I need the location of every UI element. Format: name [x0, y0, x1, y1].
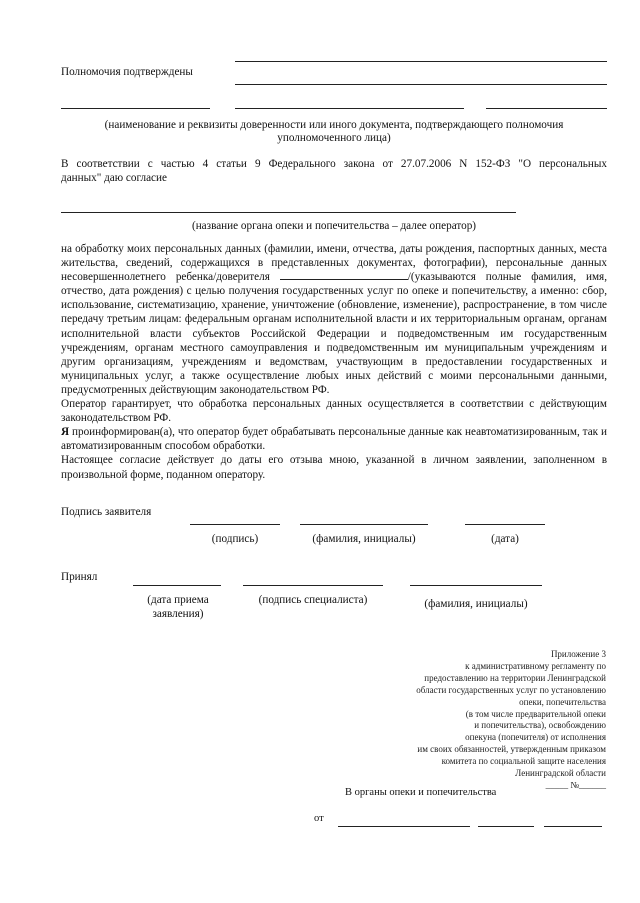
- consent-body: [61, 242, 607, 482]
- signature-caption: (подпись): [211, 533, 259, 545]
- powers-doc-line-3b[interactable]: [235, 108, 464, 109]
- doc-caption-line-2: уполномоченного лица): [277, 132, 391, 144]
- appendix-line: области государственных услуг по установлению: [416, 684, 606, 695]
- consent-scope-text-a: на обработку моих персональных данных (фамилии, имени, отчества, даты рождения, паспортных данных, места жительства, сведений, содержащихся в представленных документах, фотографии), персональные данных несовершеннолетнего ребенка/доверителя: [61, 243, 607, 284]
- date-caption: (дата): [491, 533, 519, 545]
- applicant-name-line[interactable]: [300, 524, 428, 525]
- powers-confirmed-label: Полномочия подтверждены: [61, 66, 193, 78]
- doc-caption-line-1: (наименование и реквизиты доверенности или иного документа, подтверждающего полномочия: [104, 119, 564, 131]
- informed-paragraph: [61, 425, 607, 453]
- child-name-blank[interactable]: [280, 270, 408, 280]
- appendix-header: [386, 649, 606, 792]
- from-line-c[interactable]: [544, 826, 602, 827]
- acceptance-date-caption-1: (дата приема: [147, 594, 209, 606]
- applicant-signature-line[interactable]: [190, 524, 280, 525]
- operator-name-line[interactable]: [61, 212, 516, 213]
- informed-text: проинформирован(а), что оператор будет обрабатывать персональные данные как неавтоматизированным, так и автоматизированным способом обработки.: [61, 426, 607, 453]
- appendix-line: и попечительства), освобождению: [474, 720, 606, 731]
- applicant-signature-label: Подпись заявителя: [61, 506, 152, 518]
- powers-doc-line-1[interactable]: [235, 61, 607, 62]
- accepted-label: Принял: [61, 571, 98, 583]
- informed-pronoun: Я: [61, 426, 70, 439]
- appendix-line: опекуна (попечителя) от исполнения: [465, 732, 606, 743]
- applicant-date-line[interactable]: [465, 524, 545, 525]
- acceptance-date-line[interactable]: [133, 585, 221, 586]
- appendix-line: Приложение 3: [550, 649, 606, 659]
- powers-doc-line-3a[interactable]: [61, 108, 210, 109]
- consent-intro-line-2: данных" даю согласие: [61, 172, 167, 184]
- from-label: от: [314, 813, 324, 824]
- powers-doc-line-3c[interactable]: [486, 108, 607, 109]
- specialist-name-line[interactable]: [410, 585, 542, 586]
- from-line-b[interactable]: [478, 826, 534, 827]
- powers-doc-line-2[interactable]: [235, 84, 607, 85]
- specialist-signature-caption: (подпись специалиста): [258, 594, 368, 606]
- acceptance-date-caption-2: заявления): [152, 608, 204, 620]
- appendix-line: к административному регламенту по: [465, 660, 606, 671]
- operator-caption: (название органа опеки и попечительства – далее оператор): [191, 220, 477, 232]
- appendix-line: комитета по социальной защите населения: [441, 756, 606, 767]
- operator-guarantee-paragraph: Оператор гарантирует, что обработка персональных данных осуществляется в соответствии с действующим законодательством РФ.: [61, 398, 607, 425]
- appendix-line: им своих обязанностей, утвержденным приказом: [417, 744, 606, 755]
- appendix-line: (в том числе предварительной опеки: [465, 708, 606, 719]
- from-line-a[interactable]: [338, 826, 470, 827]
- appendix-line: опеки, попечительства: [519, 696, 606, 707]
- appendix-line: Ленинградской области: [515, 768, 606, 779]
- addressee-title: В органы опеки и попечительства: [345, 787, 497, 798]
- validity-paragraph: Настоящее согласие действует до даты его отзыва мною, указанной в личном заявлении, заполненном в произвольной форме, поданном оператору.: [61, 454, 607, 481]
- specialist-name-caption: (фамилия, инициалы): [424, 598, 528, 610]
- name-caption: (фамилия, инициалы): [312, 533, 416, 545]
- consent-scope-paragraph: [61, 242, 607, 397]
- consent-intro-line-1: В соответствии с частью 4 статьи 9 Федерального закона от 27.07.2006 N 152-ФЗ "О персональных: [61, 158, 607, 170]
- appendix-line: предоставлению на территории Ленинградской: [424, 672, 606, 683]
- consent-scope-text-b: /(указываются полные фамилия, имя, отчество, дата рождения) с целью получения государственных услуг по опеке и попечительству, а именно: сбор, использование, систематизацию, хранение, уничтожение (обновление, изменение), распространение, в том числе передачу третьим лицам: федеральным органам исполнительной власти и их территориальным органам, органам исполнительной власти субъектов Российской Федерации и подведомственным им государственным учреждениям, органам местного самоуправления и подведомственным им муниципальным учреждениям и другим организациям, учреждениям и ведомствам, участвующим в предоставлении государственных и муниципальных услуг, а также осуществление любых иных действий с моими персональными данными, предусмотренных действующим законодательством РФ.: [61, 271, 607, 396]
- appendix-line: _____ №______: [545, 779, 606, 790]
- specialist-signature-line[interactable]: [243, 585, 383, 586]
